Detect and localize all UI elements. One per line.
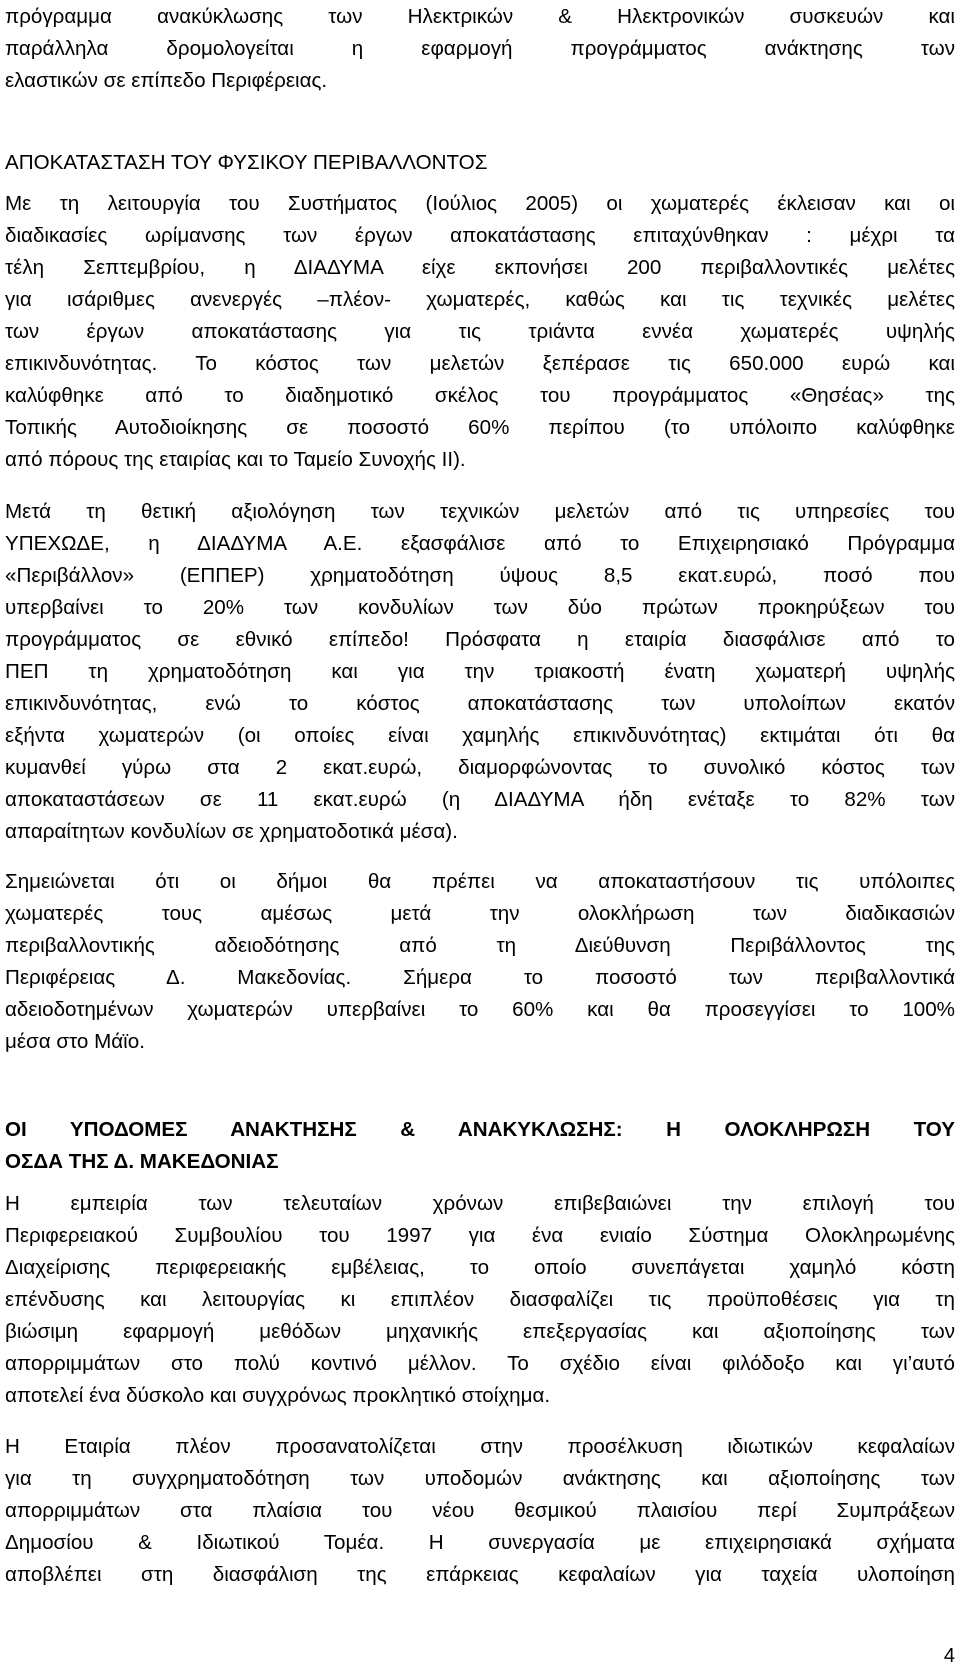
paragraph-line: Δημοσίου & Ιδιωτικού Τομέα. Η συνεργασία με επιχειρησιακά σχήματα bbox=[5, 1531, 955, 1554]
paragraph-line: Τοπικής Αυτοδιοίκησης σε ποσοστό 60% περίπου (το υπόλοιπο καλύφθηκε bbox=[5, 416, 955, 439]
paragraph-line: περιβαλλοντικής αδειοδότησης από τη Διεύθυνση Περιβάλλοντος της bbox=[5, 934, 955, 957]
paragraph-line: μέσα στο Μάϊο. bbox=[5, 1030, 145, 1053]
paragraph-line: Η εμπειρία των τελευταίων χρόνων επιβεβαιώνει την επιλογή του bbox=[5, 1192, 955, 1215]
paragraph-line: διαδικασίες ωρίμανσης των έργων αποκατάστασης επιταχύνθηκαν : μέχρι τα bbox=[5, 224, 955, 247]
paragraph-line: επικινδυνότητας, ενώ το κόστος αποκατάστασης των υπολοίπων εκατόν bbox=[5, 692, 955, 715]
paragraph-line: απορριμμάτων στα πλαίσια του νέου θεσμικού πλαισίου περί Συμπράξεων bbox=[5, 1499, 955, 1522]
paragraph-line: χωματερές τους αμέσως μετά την ολοκλήρωση των διαδικασιών bbox=[5, 902, 955, 925]
paragraph-line: επένδυσης και λειτουργίας κι επιπλέον διασφαλίζει τις προϋποθέσεις για τη bbox=[5, 1288, 955, 1311]
paragraph-line: απαραίτητων κονδυλίων σε χρηματοδοτικά μέσα). bbox=[5, 820, 458, 843]
section-heading: ΑΠΟΚΑΤΑΣΤΑΣΗ ΤΟΥ ΦΥΣΙΚΟΥ ΠΕΡΙΒΑΛΛΟΝΤΟΣ bbox=[5, 151, 488, 174]
paragraph-line: απορριμμάτων στο πολύ κοντινό μέλλον. Το σχέδιο είναι φιλόδοξο και γι’αυτό bbox=[5, 1352, 955, 1375]
paragraph-line: βιώσιμη εφαρμογή μεθόδων μηχανικής επεξεργασίας και αξιοποίησης των bbox=[5, 1320, 955, 1343]
paragraph-line: Περιφέρειας Δ. Μακεδονίας. Σήμερα το ποσοστό των περιβαλλοντικά bbox=[5, 966, 955, 989]
paragraph-line: αποβλέπει στη διασφάλιση της επάρκειας κεφαλαίων για ταχεία υλοποίηση bbox=[5, 1563, 955, 1586]
paragraph-line: αποτελεί ένα δύσκολο και συγχρόνως προκλητικό στοίχημα. bbox=[5, 1384, 551, 1407]
paragraph-line: Μετά τη θετική αξιολόγηση των τεχνικών μελετών από τις υπηρεσίες του bbox=[5, 500, 955, 523]
paragraph-line: επικινδυνότητας. Το κόστος των μελετών ξεπέρασε τις 650.000 ευρώ και bbox=[5, 352, 955, 375]
paragraph-line: καλύφθηκε από το διαδημοτικό σκέλος του προγράμματος «Θησέας» της bbox=[5, 384, 955, 407]
paragraph-line: ΥΠΕΧΩΔΕ, η ΔΙΑΔΥΜΑ Α.Ε. εξασφάλισε από το Επιχειρησιακό Πρόγραμμα bbox=[5, 532, 955, 555]
paragraph-line: «Περιβάλλον» (ΕΠΠΕΡ) χρηματοδότηση ύψους 8,5 εκατ.ευρώ, ποσό που bbox=[5, 564, 955, 587]
paragraph-line: από πόρους της εταιρίας και το Ταμείο Συνοχής ΙΙ). bbox=[5, 448, 466, 471]
section-heading: ΟΙ ΥΠΟΔΟΜΕΣ ΑΝΑΚΤΗΣΗΣ & ΑΝΑΚΥΚΛΩΣΗΣ: Η ΟΛΟΚΛΗΡΩΣΗ ΤΟΥ bbox=[5, 1118, 955, 1141]
paragraph-line: για τη συγχρηματοδότηση των υποδομών ανάκτησης και αξιοποίησης των bbox=[5, 1467, 955, 1490]
section-heading: ΟΣΔΑ ΤΗΣ Δ. ΜΑΚΕΔΟΝΙΑΣ bbox=[5, 1150, 279, 1173]
paragraph-line: κυμανθεί γύρω στα 2 εκατ.ευρώ, διαμορφώνοντας το συνολικό κόστος των bbox=[5, 756, 955, 779]
page-number: 4 bbox=[943, 1645, 955, 1667]
paragraph-line: αποκαταστάσεων σε 11 εκατ.ευρώ (η ΔΙΑΔΥΜΑ ήδη ενέταξε το 82% των bbox=[5, 788, 955, 811]
paragraph-line: Με τη λειτουργία του Συστήματος (Ιούλιος 2005) οι χωματερές έκλεισαν και οι bbox=[5, 192, 955, 215]
paragraph-line: εξήντα χωματερών (οι οποίες είναι χαμηλής επικινδυνότητας) εκτιμάται ότι θα bbox=[5, 724, 955, 747]
intro-line: πρόγραμμα ανακύκλωσης των Ηλεκτρικών & Ηλεκτρονικών συσκευών και bbox=[5, 5, 955, 28]
paragraph-line: υπερβαίνει το 20% των κονδυλίων των δύο πρώτων προκηρύξεων του bbox=[5, 596, 955, 619]
paragraph-line: αδειοδοτημένων χωματερών υπερβαίνει το 60% και θα προσεγγίσει το 100% bbox=[5, 998, 955, 1021]
paragraph-line: για ισάριθμες ανενεργές –πλέον- χωματερές, καθώς και τις τεχνικές μελέτες bbox=[5, 288, 955, 311]
paragraph-line: ΠΕΠ τη χρηματοδότηση και για την τριακοστή ένατη χωματερή υψηλής bbox=[5, 660, 955, 683]
intro-line: παράλληλα δρομολογείται η εφαρμογή προγράμματος ανάκτησης των bbox=[5, 37, 955, 60]
paragraph-line: Περιφερειακού Συμβουλίου του 1997 για ένα ενιαίο Σύστημα Ολοκληρωμένης bbox=[5, 1224, 955, 1247]
paragraph-line: προγράμματος σε εθνικό επίπεδο! Πρόσφατα η εταιρία διασφάλισε από το bbox=[5, 628, 955, 651]
paragraph-line: Διαχείρισης περιφερειακής εμβέλειας, το οποίο συνεπάγεται χαμηλό κόστη bbox=[5, 1256, 955, 1279]
paragraph-line: Σημειώνεται ότι οι δήμοι θα πρέπει να αποκαταστήσουν τις υπόλοιπες bbox=[5, 870, 955, 893]
paragraph-line: των έργων αποκατάστασης για τις τριάντα εννέα χωματερές υψηλής bbox=[5, 320, 955, 343]
paragraph-line: Η Εταιρία πλέον προσανατολίζεται στην προσέλκυση ιδιωτικών κεφαλαίων bbox=[5, 1435, 955, 1458]
intro-line: ελαστικών σε επίπεδο Περιφέρειας. bbox=[5, 69, 328, 92]
paragraph-line: τέλη Σεπτεμβρίου, η ΔΙΑΔΥΜΑ είχε εκπονήσει 200 περιβαλλοντικές μελέτες bbox=[5, 256, 955, 279]
